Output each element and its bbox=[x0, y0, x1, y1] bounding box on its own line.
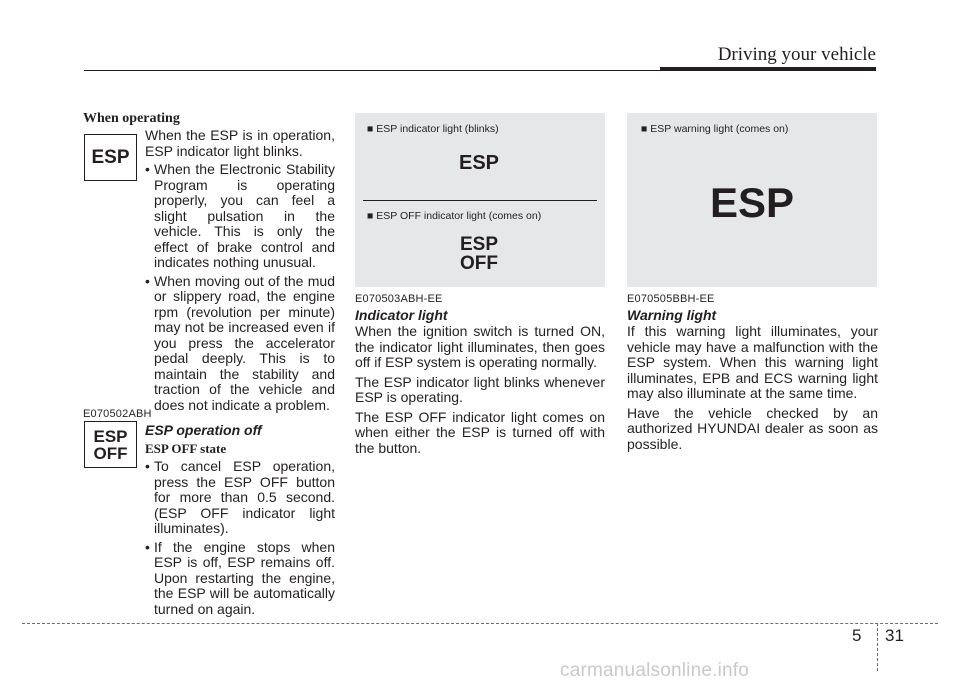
col2-body bbox=[355, 324, 605, 456]
esp-icon-label: ESP bbox=[91, 147, 130, 168]
indicator-light-heading: Indicator light bbox=[355, 307, 448, 323]
section-code: E070502ABH bbox=[83, 408, 152, 420]
chapter-number: 5 bbox=[852, 626, 862, 645]
footer-divider bbox=[877, 623, 878, 671]
bullet-glyph: • bbox=[145, 272, 150, 289]
warning-light-illustration bbox=[627, 113, 877, 287]
panel-caption: ■ ESP warning light (comes on) bbox=[641, 123, 789, 135]
bullet-text: When moving out of the mud or slippery road, the engine rpm (revolution per minute) may not be increased even if you press the accelerator pedal deeply. This is to maintain the stability and traction of the vehicle and does not indicate a problem. bbox=[154, 272, 335, 413]
esp-symbol: ESP bbox=[458, 152, 500, 174]
list-item bbox=[145, 459, 335, 537]
paragraph: The ESP OFF indicator light comes on when either the ESP is turned off with the button. bbox=[355, 408, 605, 456]
list-item bbox=[145, 274, 335, 414]
when-operating-heading: When operating bbox=[83, 111, 180, 126]
footer-rule bbox=[22, 623, 938, 624]
esp-off-symbol bbox=[355, 235, 603, 273]
bullet-glyph: • bbox=[145, 458, 150, 474]
header-rule-accent bbox=[660, 67, 876, 71]
section-title: Driving your vehicle bbox=[717, 44, 876, 65]
bullet-text: When the Electronic Stability Program is operating properly, you can feel a slight pulsation in the vehicle. This is only the effect of brake control and indicates nothing unusual. bbox=[154, 161, 335, 270]
section-code: E070505BBH-EE bbox=[627, 293, 715, 305]
paragraph: Have the vehicle checked by an authorized HYUNDAI dealer as soon as possible. bbox=[627, 404, 878, 452]
page-number: 31 bbox=[885, 626, 904, 645]
bullet-glyph: • bbox=[145, 538, 150, 555]
bullet-text: If the engine stops when ESP is off, ESP remains off. Upon restarting the engine, the ESP will be automatically turned on again. bbox=[154, 538, 335, 617]
panel-caption: ■ ESP indicator light (blinks) bbox=[367, 123, 499, 135]
esp-warning-symbol: ESP bbox=[709, 179, 795, 226]
panel-divider bbox=[363, 200, 597, 201]
intro-paragraph: When the ESP is in operation, ESP indicator light blinks. bbox=[145, 127, 335, 159]
col3-body bbox=[627, 324, 878, 452]
warning-light-heading: Warning light bbox=[627, 307, 717, 323]
esp-off-icon-line1: ESP bbox=[93, 426, 128, 446]
section-code: E070503ABH-EE bbox=[355, 293, 443, 305]
col1-body bbox=[145, 128, 335, 413]
indicator-light-illustration bbox=[355, 113, 605, 287]
esp-off-icon-line2: OFF bbox=[93, 443, 128, 463]
esp-off-symbol-line1: ESP bbox=[459, 234, 499, 255]
paragraph: When the ignition switch is turned ON, the indicator light illuminates, then goes off if ESP system is operating normally. bbox=[355, 323, 605, 370]
esp-indicator-icon bbox=[84, 134, 137, 181]
bullet-glyph: • bbox=[145, 161, 150, 177]
paragraph: The ESP indicator light blinks whenever ESP is operating. bbox=[355, 373, 605, 405]
esp-off-state-heading: ESP OFF state bbox=[145, 441, 227, 456]
panel-caption: ■ ESP OFF indicator light (comes on) bbox=[367, 210, 542, 222]
paragraph: If this warning light illuminates, your vehicle may have a malfunction with the ESP system. When this warning light illuminates, EPB and ECS warning light may also illuminate at the same time. bbox=[627, 323, 878, 401]
col1-body-2 bbox=[145, 459, 335, 617]
list-item bbox=[145, 162, 335, 271]
esp-off-indicator-icon bbox=[84, 421, 137, 468]
watermark: carmanualsonline.info bbox=[560, 660, 750, 681]
esp-operation-off-heading: ESP operation off bbox=[145, 422, 262, 438]
esp-off-symbol-line2: OFF bbox=[460, 253, 498, 274]
bullet-text: To cancel ESP operation, press the ESP OFF button for more than 0.5 second. (ESP OFF indicator light illuminates). bbox=[154, 458, 335, 536]
list-item bbox=[145, 540, 335, 618]
